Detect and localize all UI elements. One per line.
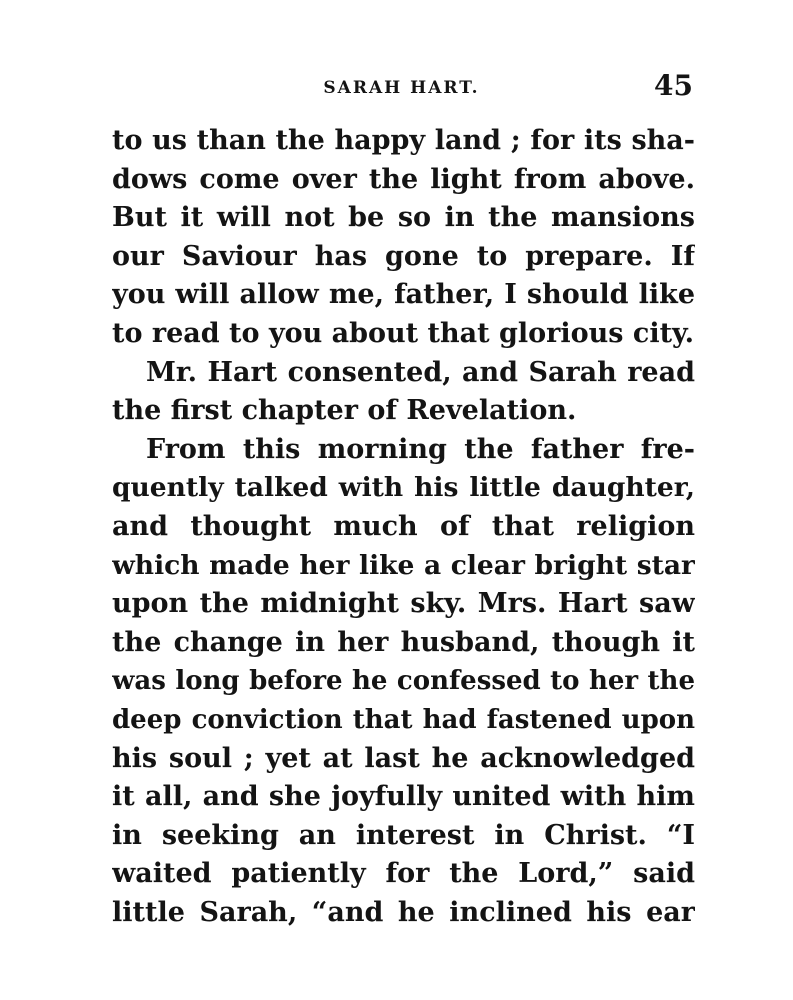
text-line: was long before he confessed to her the: [112, 666, 695, 697]
text-line: the first chapter of Revelation.: [112, 395, 577, 427]
text-line: dows come over the light from above.: [112, 163, 695, 195]
text-line: our Saviour has gone to prepare. If: [112, 240, 695, 272]
text-line: Mr. Hart consented, and Sarah read: [146, 356, 695, 388]
text-line: From this morning the father fre-: [146, 433, 695, 465]
running-head: [110, 68, 693, 108]
text-line: and thought much of that religion: [112, 510, 695, 542]
text-line: it all, and she joyfully united with him: [112, 781, 695, 813]
text-line: waited patiently for the Lord,” said: [112, 858, 695, 890]
page-number: 45: [654, 69, 693, 102]
text-line: deep conviction that had fastened upon: [112, 704, 695, 735]
text-line: which made her like a clear bright star: [112, 549, 695, 581]
text-line: quently talked with his little daughter,: [112, 472, 695, 504]
text-line: his soul ; yet at last he acknowledged: [112, 742, 695, 774]
text-line: you will allow me, father, I should like: [112, 279, 695, 311]
text-line: little Sarah, “and he inclined his ear: [112, 896, 695, 928]
text-line: to read to you about that glorious city.: [112, 317, 695, 349]
text-line: But it will not be so in the mansions: [112, 202, 695, 234]
text-line: the change in her husband, though it: [112, 626, 695, 658]
text-line: upon the midnight sky. Mrs. Hart saw: [112, 588, 695, 620]
text-line: to us than the happy land ; for its sha-: [112, 125, 695, 156]
running-title: SARAH HART.: [323, 78, 480, 98]
body-text: [112, 122, 695, 932]
text-line: in seeking an interest in Christ. “I: [112, 819, 695, 851]
